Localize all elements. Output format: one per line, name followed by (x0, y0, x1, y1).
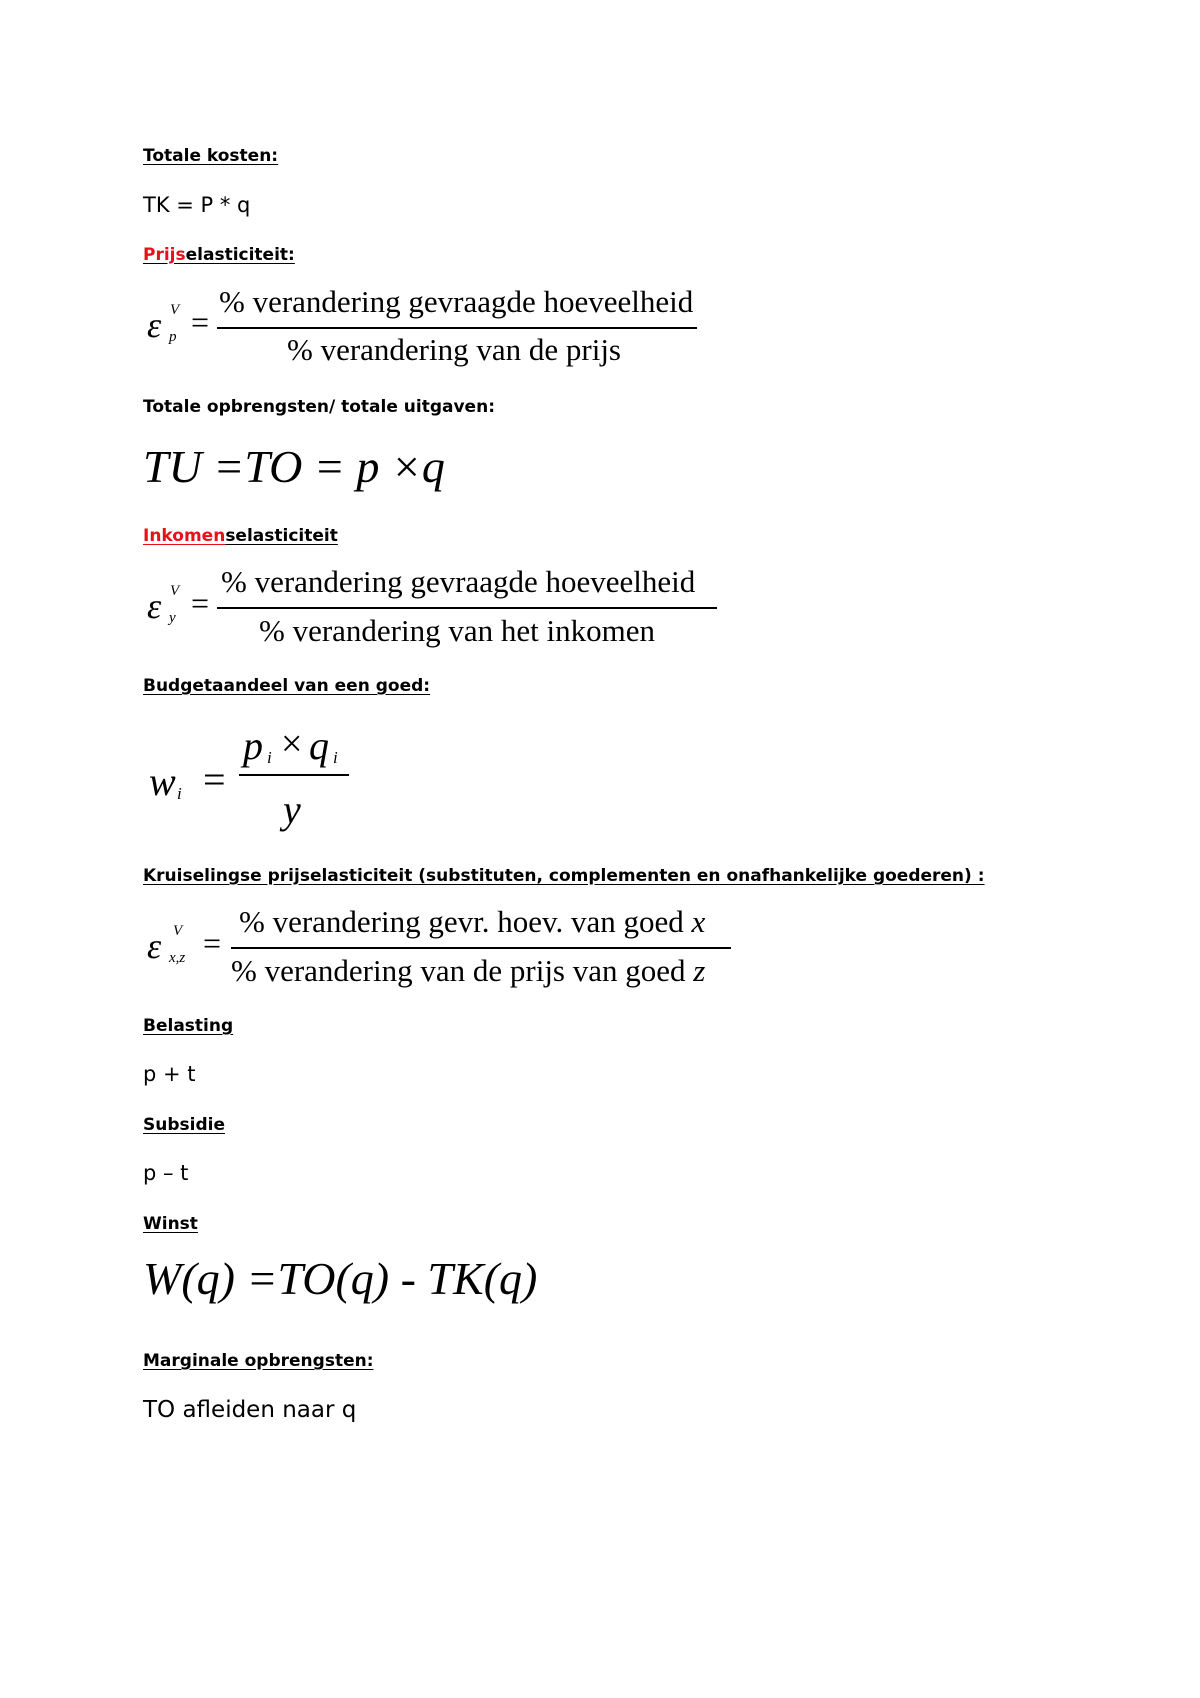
subscript: p (169, 329, 177, 345)
formula-marginale-opbrengsten: TO afleiden naar q (143, 1397, 357, 1423)
subscript: y (169, 610, 176, 626)
equals-sign: = (191, 585, 210, 621)
fraction-bar (217, 607, 717, 609)
superscript: V (170, 583, 180, 599)
heading-kruiselingse: Kruiselingse prijselasticiteit (substituten, complementen en onafhankelijke goederen) : (143, 866, 985, 886)
numerator-text: % verandering gevr. hoev. van goed (239, 904, 692, 939)
subscript: x,z (169, 950, 186, 966)
num-p-subscript: i (267, 748, 272, 767)
numerator (239, 904, 705, 940)
denominator-var: z (693, 953, 706, 988)
heading-rest-part: selasticiteit (225, 526, 338, 546)
heading-totale-opbrengsten: Totale opbrengsten/ totale uitgaven: (143, 397, 495, 417)
lhs-subscript: i (177, 784, 182, 803)
heading-subsidie: Subsidie (143, 1115, 225, 1135)
formula-inkomenselasticiteit (143, 563, 723, 655)
heading-red-part: Inkomen (143, 526, 226, 546)
equals-sign: = (203, 925, 222, 961)
num-p: p (243, 723, 263, 768)
heading-winst: Winst (143, 1214, 198, 1234)
formula-winst: W(q) =TO(q) - TK(q) (143, 1253, 538, 1304)
equals-sign: = (203, 757, 226, 802)
lhs-w: w (149, 759, 176, 804)
times-sign: × (281, 723, 303, 765)
heading-prijselasticiteit (143, 245, 295, 265)
superscript: V (173, 923, 183, 939)
heading-red-part: Prijs (143, 245, 186, 265)
formula-kruiselingse (143, 903, 743, 995)
denominator: % verandering van het inkomen (259, 613, 655, 648)
fraction-bar (217, 327, 697, 329)
heading-rest-part: elasticiteit: (185, 245, 295, 265)
heading-budgetaandeel: Budgetaandeel van een goed: (143, 676, 431, 696)
heading-belasting: Belasting (143, 1016, 234, 1036)
superscript: V (170, 302, 180, 318)
denominator: % verandering van de prijs (287, 332, 621, 367)
formula-belasting: p + t (143, 1062, 196, 1086)
epsilon-symbol: ε (147, 926, 162, 966)
denominator: y (283, 787, 301, 832)
denominator-text: % verandering van de prijs van goed (231, 953, 694, 988)
fraction-bar (231, 947, 731, 949)
numerator-var: x (691, 904, 706, 939)
formula-budgetaandeel (143, 722, 363, 840)
heading-inkomenselasticiteit (143, 526, 338, 546)
heading-marginale-opbrengsten: Marginale opbrengsten: (143, 1351, 374, 1371)
formula-totale-opbrengsten: TU =TO = p ×q (143, 441, 445, 492)
epsilon-symbol: ε (147, 586, 162, 626)
fraction-bar (239, 774, 349, 776)
formula-prijselasticiteit (143, 282, 703, 374)
formula-totale-kosten: TK = P * q (143, 193, 251, 217)
denominator (231, 953, 705, 989)
equals-sign: = (191, 304, 210, 340)
num-q-subscript: i (333, 748, 338, 767)
heading-totale-kosten: Totale kosten: (143, 146, 279, 166)
num-q: q (309, 723, 329, 768)
numerator: % verandering gevraagde hoeveelheid (219, 284, 694, 319)
formula-subsidie: p – t (143, 1161, 189, 1185)
numerator: % verandering gevraagde hoeveelheid (221, 564, 696, 599)
epsilon-symbol: ε (147, 305, 162, 345)
